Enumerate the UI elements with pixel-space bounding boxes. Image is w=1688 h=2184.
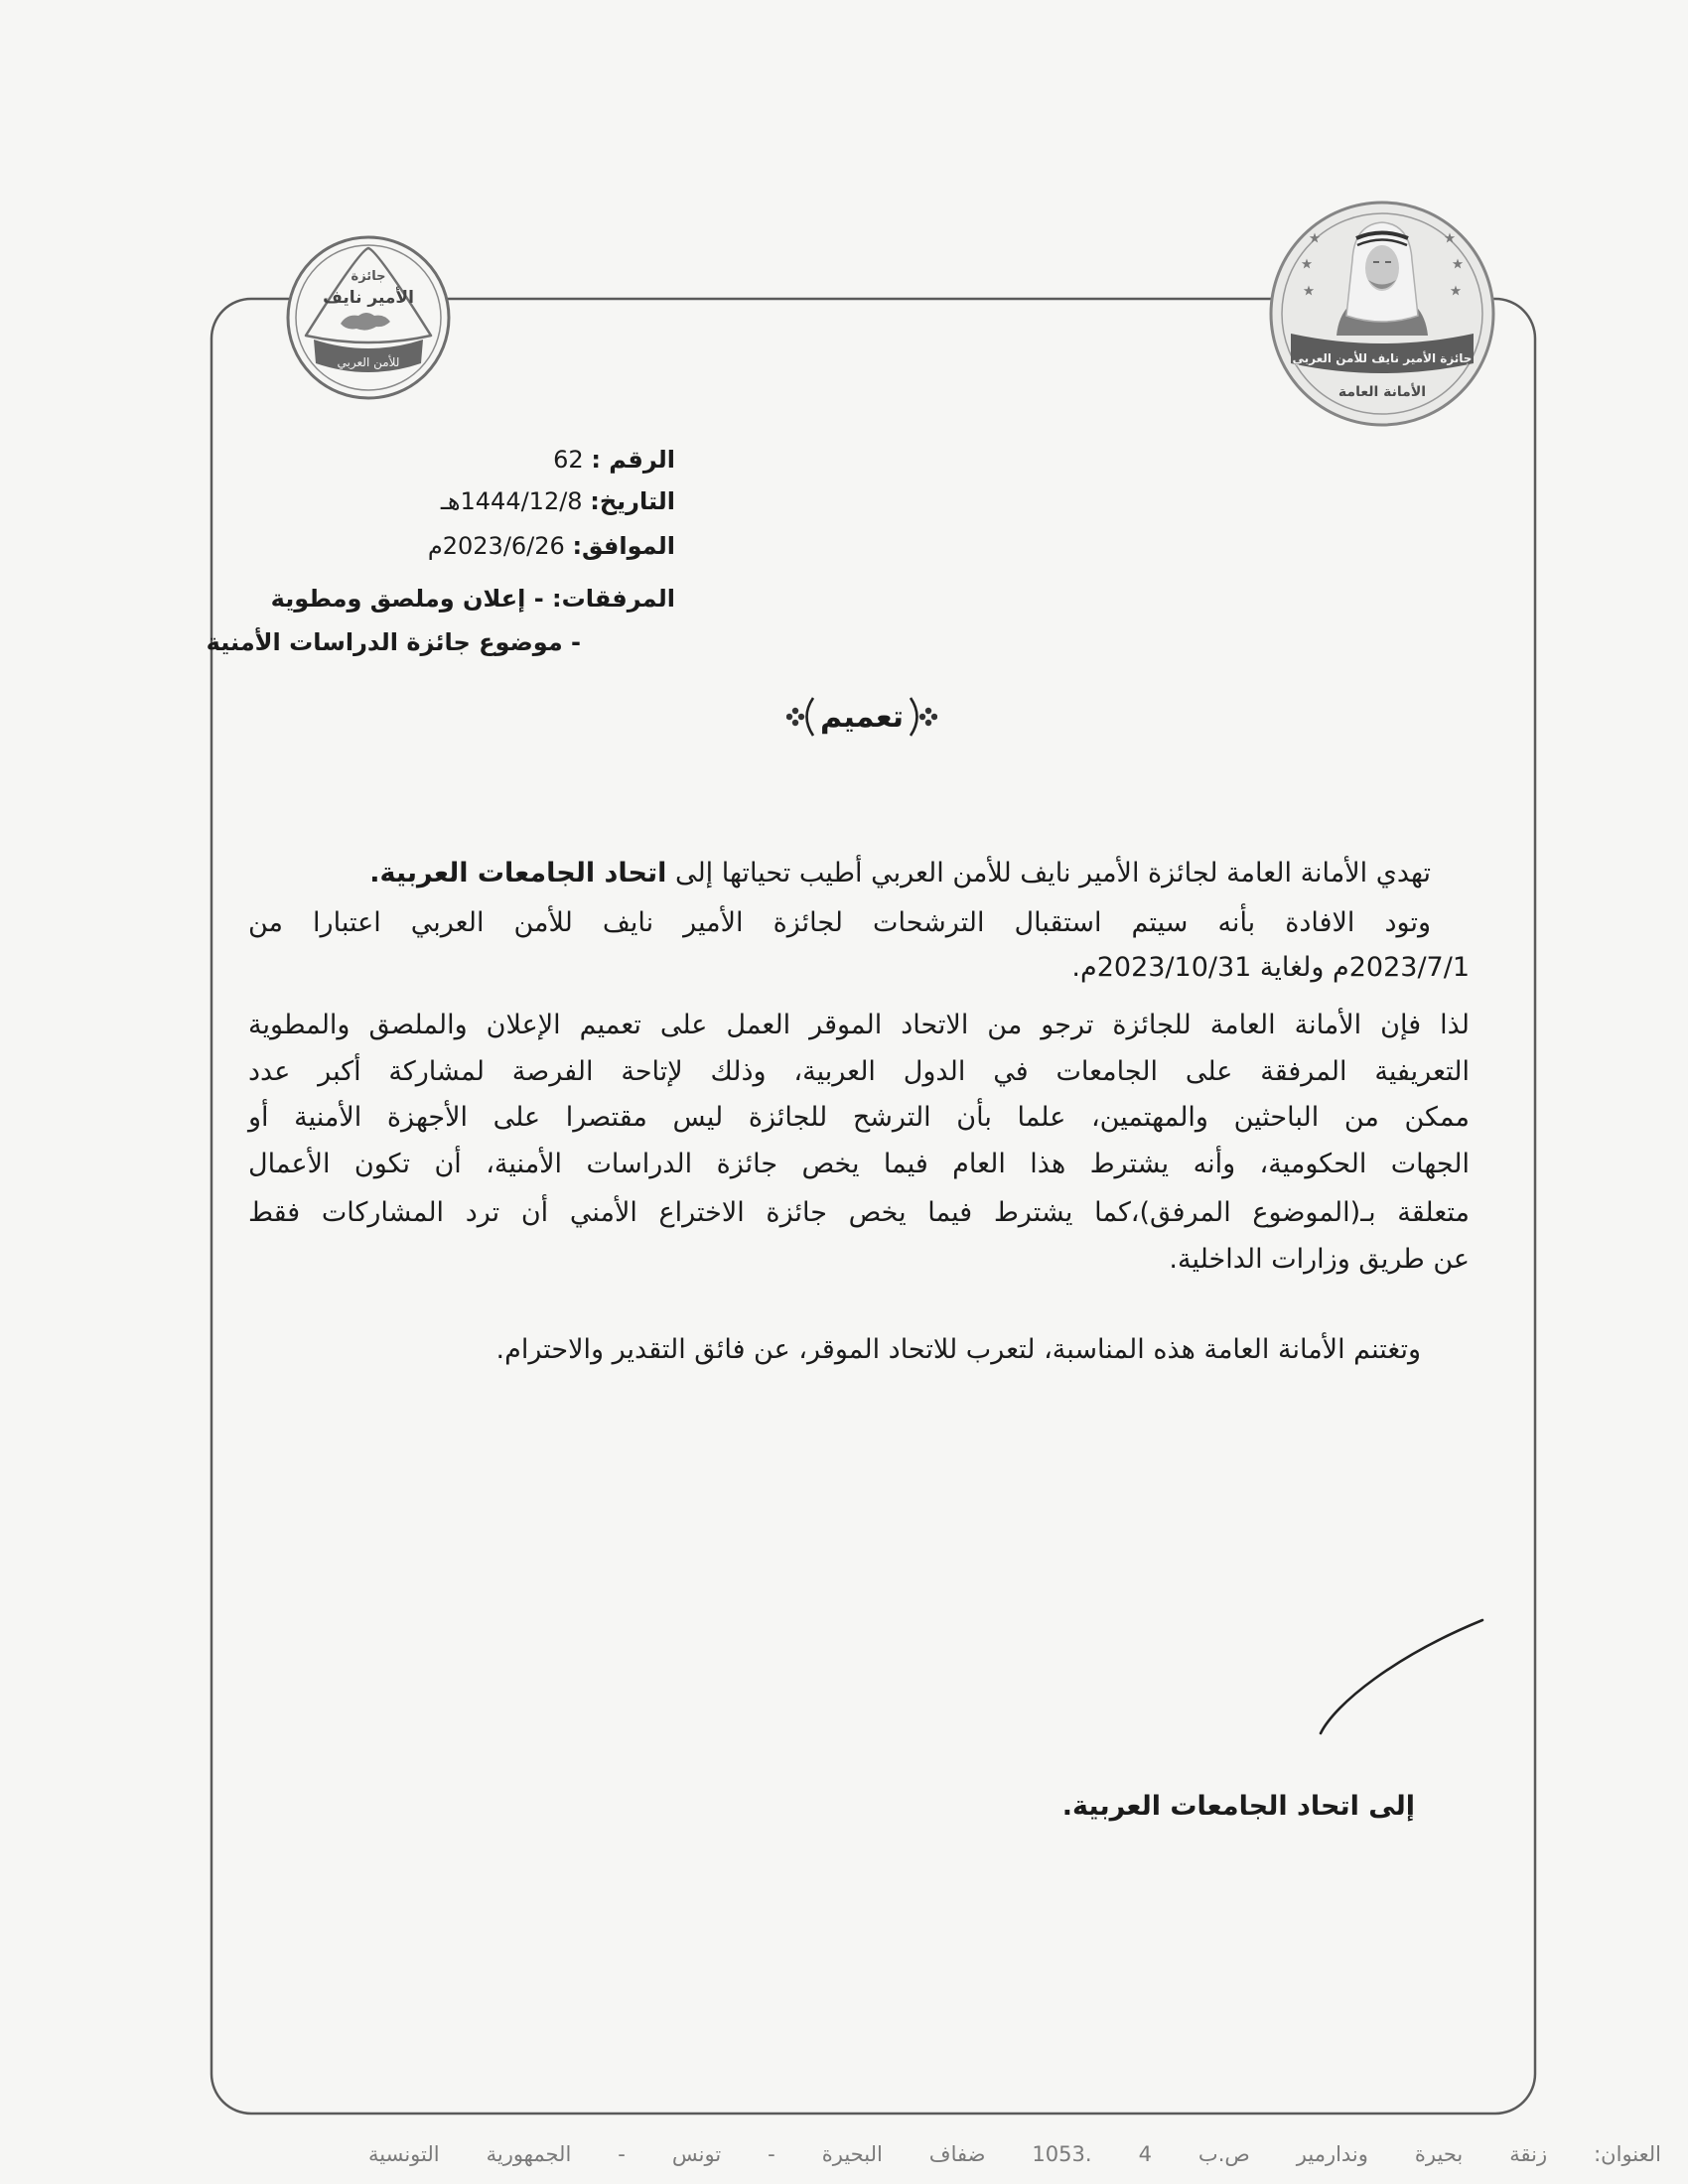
- right-seal-ribbon-text: جائزة الأمير نايف للأمن العربي: [1292, 351, 1473, 365]
- hijri-date: [159, 481, 675, 521]
- left-seal-logo: [288, 237, 449, 398]
- document-title: تعميم: [819, 699, 905, 735]
- right-seal-logo: [1271, 203, 1493, 425]
- greeting-text: تهدي الأمانة العامة لجائزة الأمير نايف للأمن العربي أطيب تحياتها إلى: [666, 858, 1431, 888]
- ornament-icon: [786, 694, 816, 740]
- greeting-recipient: اتحاد الجامعات العربية.: [369, 858, 667, 888]
- body-line: لذا فإن الأمانة العامة للجائزة ترجو من الاتحاد الموقر العمل على تعميم الإعلان والملصق والمطوية: [248, 1010, 1470, 1040]
- addressee: إلى اتحاد الجامعات العربية.: [1061, 1791, 1415, 1822]
- reference-number-label: الرقم :: [591, 446, 675, 474]
- body-line: ممكن من الباحثين والمهتمين، علما بأن الترشح للجائزة ليس مقتصرا على الأجهزة الأمنية أو: [248, 1102, 1470, 1133]
- left-seal-ribbon-text: للأمن العربي: [337, 355, 400, 369]
- closing-line: وتغتنم الأمانة العامة هذه المناسبة، لتعرب للاتحاد الموقر، عن فائق التقدير والاحترام.: [495, 1334, 1421, 1365]
- ornament-icon: [908, 694, 937, 740]
- body-line: 2023/7/1م ولغاية 2023/10/31م.: [1071, 952, 1470, 983]
- attachments-label: المرفقات:: [552, 585, 675, 613]
- attachment-item: - موضوع جائزة الدراسات الأمنية: [206, 628, 581, 656]
- gregorian-date: [159, 526, 675, 566]
- body-line: التعريفية المرفقة على الجامعات في الدول العربية، وذلك لإتاحة الفرصة لمشاركة أكبر عدد: [248, 1056, 1470, 1087]
- body-line: عن طريق وزارات الداخلية.: [1169, 1244, 1470, 1275]
- gregorian-date-value: 2023/6/26م: [427, 532, 565, 560]
- greeting-line: [248, 854, 1431, 893]
- reference-number-value: 62: [553, 446, 584, 474]
- body-line: متعلقة بـ(الموضوع المرفق)،كما يشترط فيما يخص جائزة الاختراع الأمني أن ترد المشاركات فقط: [248, 1197, 1470, 1228]
- attachments: [159, 579, 675, 618]
- signature: [1321, 1620, 1482, 1733]
- gregorian-date-label: الموافق:: [572, 532, 675, 560]
- attachment-item: - إعلان وملصق ومطوية: [270, 585, 544, 613]
- body-line: الجهات الحكومية، وأنه يشترط هذا العام فيما يخص جائزة الدراسات الأمنية، أن تكون الأعمال: [248, 1149, 1470, 1179]
- reference-number: [159, 440, 675, 479]
- footer-address: العنوان: زنقة بحيرة وندارمير ص.ب 4 .1053 ضفاف البحيرة - تونس - الجمهورية التونسية: [368, 2142, 1661, 2166]
- hijri-date-value: 1444/12/8هـ: [440, 487, 583, 515]
- left-seal-top-text: جائزة: [351, 269, 386, 284]
- circular-title: [743, 693, 981, 741]
- body-line: وتود الافادة بأنه سيتم استقبال الترشحات لجائزة الأمير نايف للأمن العربي اعتبارا من: [248, 907, 1431, 938]
- left-seal-main-text: الأمير نايف: [323, 288, 414, 308]
- right-seal-bottom-text: الأمانة العامة: [1337, 384, 1427, 400]
- hijri-date-label: التاريخ:: [590, 487, 675, 515]
